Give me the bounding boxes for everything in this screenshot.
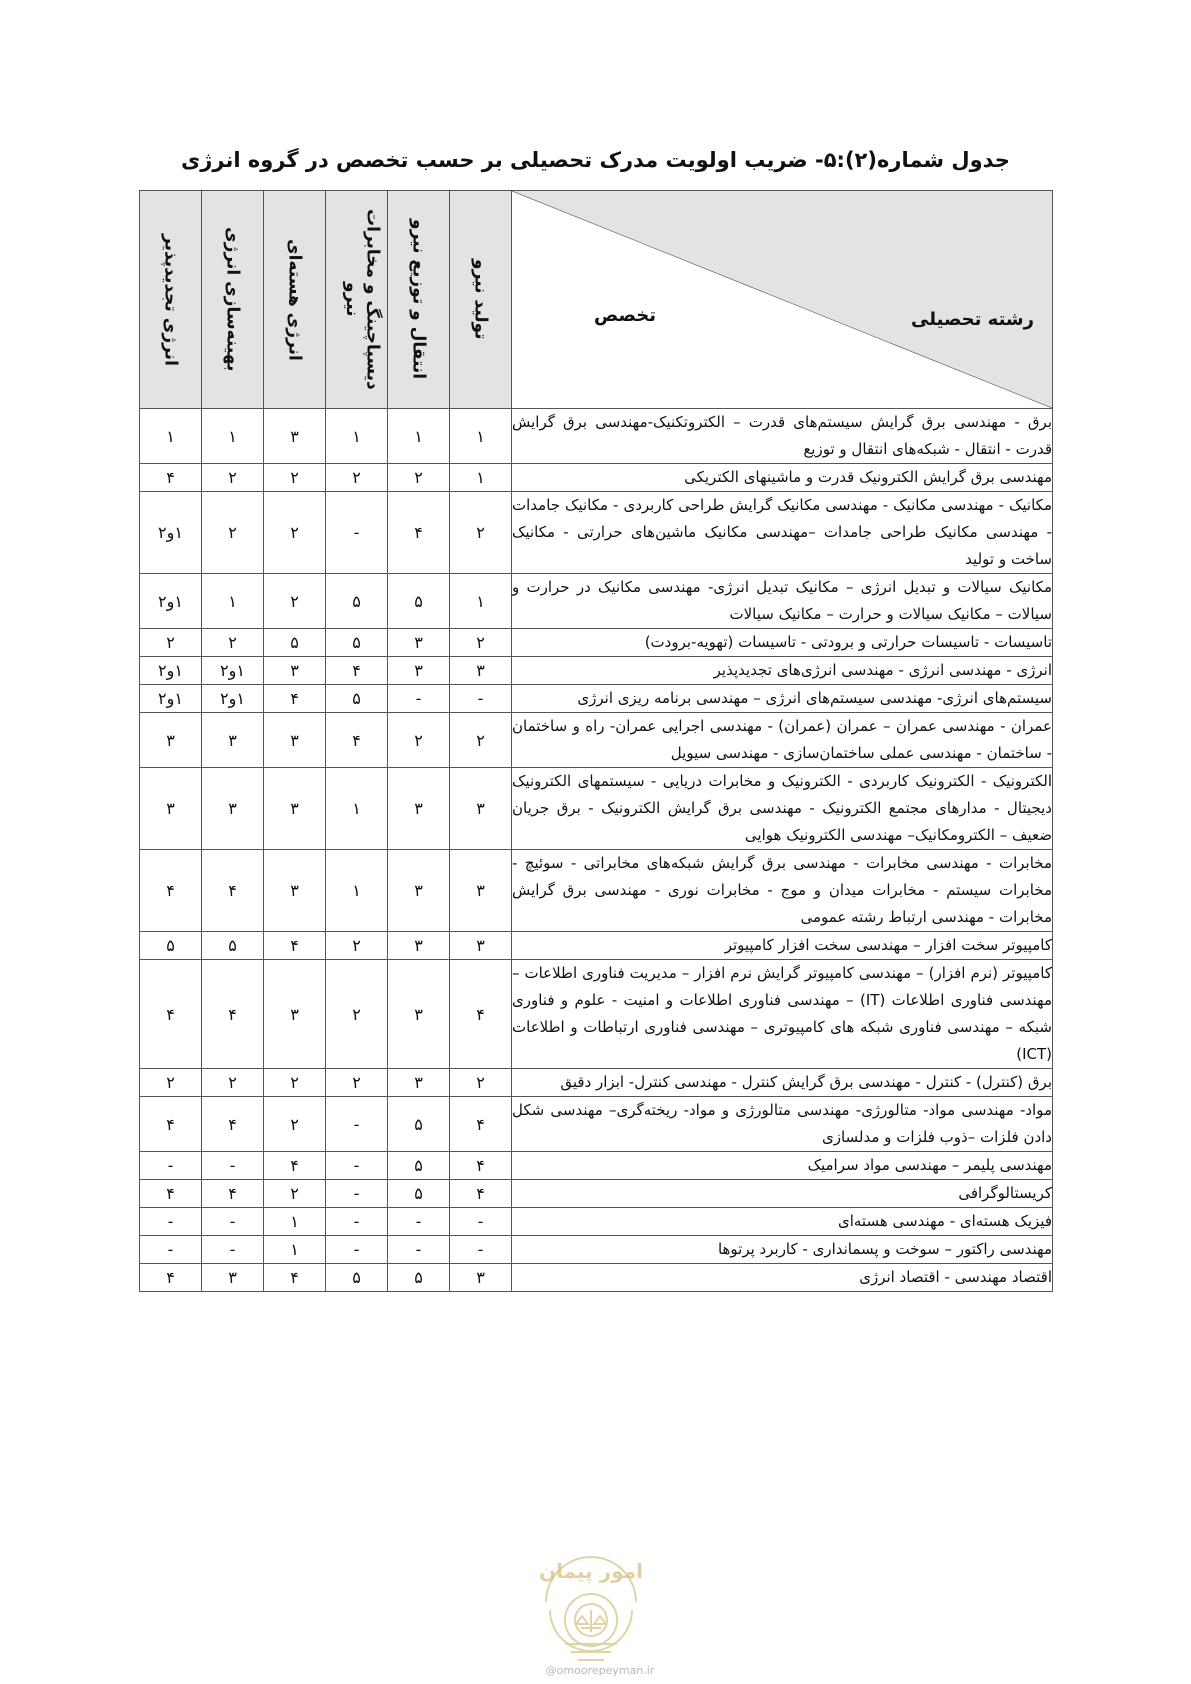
priority-value-cell: ۲ xyxy=(264,464,326,492)
priority-value-cell: - xyxy=(388,1236,450,1264)
priority-value-cell: ۴ xyxy=(450,960,512,1069)
priority-value-cell: ۲ xyxy=(202,629,264,657)
priority-value-cell: ۱ xyxy=(264,1236,326,1264)
priority-value-cell: ۴ xyxy=(264,932,326,960)
priority-value-cell: - xyxy=(326,1208,388,1236)
priority-value-cell: ۲ xyxy=(326,464,388,492)
priority-value-cell: ۴ xyxy=(140,850,202,932)
table-row xyxy=(140,1236,1053,1264)
priority-value-cell: ۴ xyxy=(140,1180,202,1208)
priority-value-cell: ۳ xyxy=(450,657,512,685)
priority-value-cell: ۲ xyxy=(450,492,512,574)
priority-value-cell: ۴ xyxy=(450,1152,512,1180)
priority-value-cell: - xyxy=(388,1208,450,1236)
priority-value-cell: ۴ xyxy=(326,657,388,685)
field-of-study-cell: مهندسی راکتور – سوخت و پسمانداری - کاربرد پرتوها xyxy=(512,1236,1053,1264)
priority-value-cell: ۲ xyxy=(326,932,388,960)
table-row xyxy=(140,1180,1053,1208)
priority-value-cell: ۵ xyxy=(388,1152,450,1180)
field-of-study-cell: تاسیسات - تاسیسات حرارتی و برودتی - تاسیسات (تهویه-برودت) xyxy=(512,629,1053,657)
table-row xyxy=(140,574,1053,629)
priority-value-cell: ۴ xyxy=(326,713,388,768)
field-of-study-cell: الکترونیک - الکترونیک کاربردی - الکترونیک و مخابرات دریایی - سیستمهای الکترونیک دیجیتال - مدارهای مجتمع الکترونیک - مهندسی برق گرایش الکترونیک - برق جریان ضعیف – الکترومکانیک– مهندسی الکترونیک هوایی xyxy=(512,768,1053,850)
field-of-study-cell: مکانیک - مهندسی مکانیک - مهندسی مکانیک گرایش طراحی کاربردی - مکانیک جامدات - مهندسی مکانیک طراحی جامدات –مهندسی مکانیک ماشین‌های حرارتی - مکانیک ساخت و تولید xyxy=(512,492,1053,574)
priority-value-cell: ۱ xyxy=(326,768,388,850)
column-header-label: انرژی هسته‌ای xyxy=(284,238,305,361)
priority-value-cell: ۳ xyxy=(388,932,450,960)
priority-value-cell: ۳ xyxy=(264,960,326,1069)
priority-value-cell: ۵ xyxy=(326,1264,388,1292)
priority-value-cell: ۴ xyxy=(264,1152,326,1180)
priority-value-cell: ۵ xyxy=(388,1180,450,1208)
priority-value-cell: ۳ xyxy=(264,409,326,464)
field-of-study-cell: اقتصاد مهندسی - اقتصاد انرژی xyxy=(512,1264,1053,1292)
priority-value-cell: ۳ xyxy=(388,657,450,685)
column-header-label: بهینه‌سازی انرژی xyxy=(222,227,243,372)
field-of-study-cell: سیستم‌های انرژی- مهندسی سیستم‌های انرژی – مهندسی برنامه ریزی انرژی xyxy=(512,685,1053,713)
priority-value-cell: - xyxy=(450,1236,512,1264)
table-row xyxy=(140,960,1053,1069)
priority-value-cell: ۴ xyxy=(140,1264,202,1292)
priority-value-cell: ۵ xyxy=(388,1264,450,1292)
priority-value-cell: ۱ xyxy=(140,409,202,464)
priority-value-cell: ۱ xyxy=(202,409,264,464)
priority-value-cell: ۳ xyxy=(388,629,450,657)
table-row xyxy=(140,932,1053,960)
field-of-study-cell: کامپیوتر (نرم افزار) – مهندسی کامپیوتر گرایش نرم افزار – مدیریت فناوری اطلاعات – مهندسی فناوری اطلاعات (IT) – مهندسی فناوری اطلاعات و امنیت - علوم و فناوری شبکه – مهندسی فناوری شبکه های کامپیوتری – مهندسی فناوری ارتباطات و اطلاعات (ICT) xyxy=(512,960,1053,1069)
priority-value-cell: - xyxy=(326,1180,388,1208)
priority-value-cell: ۱ xyxy=(326,850,388,932)
column-header-label: انتقال و توزیع نیرو xyxy=(408,219,429,380)
field-of-study-cell: برق - مهندسی برق گرایش سیستم‌های قدرت – الکتروتکنیک-مهندسی برق گرایش قدرت - انتقال - شبکه‌های انتقال و توزیع xyxy=(512,409,1053,464)
field-of-study-cell: مواد- مهندسی مواد- متالورژی- مهندسی متالورژی و مواد- ریخته‌گری– مهندسی شکل دادن فلزات –ذوب فلزات و مدلسازی xyxy=(512,1097,1053,1152)
priority-value-cell: ۲ xyxy=(264,574,326,629)
priority-value-cell: - xyxy=(202,1236,264,1264)
column-header-renewable xyxy=(140,191,202,409)
priority-value-cell: ۱ xyxy=(388,409,450,464)
priority-value-cell: ۵ xyxy=(326,574,388,629)
field-of-study-cell: مکانیک سیالات و تبدیل انرژی – مکانیک تبدیل انرژی- مهندسی مکانیک در حرارت و سیالات – مکانیک سیالات و حرارت – مکانیک سیالات xyxy=(512,574,1053,629)
priority-value-cell: ۳ xyxy=(202,713,264,768)
priority-value-cell: ۳ xyxy=(450,768,512,850)
priority-value-cell: ۴ xyxy=(140,464,202,492)
priority-value-cell: ۴ xyxy=(264,1264,326,1292)
priority-value-cell: ۳ xyxy=(388,768,450,850)
priority-value-cell: ۳ xyxy=(388,1069,450,1097)
priority-value-cell: ۳ xyxy=(202,768,264,850)
priority-value-cell: ۲ xyxy=(450,713,512,768)
priority-value-cell: ۴ xyxy=(264,685,326,713)
table-row xyxy=(140,713,1053,768)
table-row xyxy=(140,685,1053,713)
priority-value-cell: ۱ xyxy=(450,464,512,492)
priority-value-cell: ۴ xyxy=(202,960,264,1069)
specialty-priority-table xyxy=(139,190,1053,1292)
logo-watermark xyxy=(526,1540,656,1670)
priority-value-cell: - xyxy=(202,1152,264,1180)
priority-value-cell: ۳ xyxy=(140,768,202,850)
field-of-study-cell: عمران - مهندسی عمران – عمران (عمران) - مهندسی اجرایی عمران- راه و ساختمان - ساختمان - مهندسی عملی ساختمان‌سازی - مهندسی سیویل xyxy=(512,713,1053,768)
priority-value-cell: - xyxy=(450,1208,512,1236)
table-row xyxy=(140,492,1053,574)
priority-value-cell: - xyxy=(326,1097,388,1152)
priority-value-cell: ۱و۲ xyxy=(202,685,264,713)
priority-value-cell: ۳ xyxy=(264,657,326,685)
priority-value-cell: ۳ xyxy=(450,850,512,932)
priority-value-cell: ۳ xyxy=(388,960,450,1069)
priority-value-cell: - xyxy=(450,685,512,713)
table-row xyxy=(140,850,1053,932)
priority-value-cell: ۴ xyxy=(450,1097,512,1152)
priority-value-cell: ۱و۲ xyxy=(140,685,202,713)
table-row xyxy=(140,768,1053,850)
table-header-row xyxy=(140,191,1053,409)
priority-value-cell: - xyxy=(140,1152,202,1180)
field-of-study-label: رشته تحصیلی xyxy=(911,309,1034,330)
priority-value-cell: - xyxy=(140,1208,202,1236)
table-row xyxy=(140,1069,1053,1097)
priority-value-cell: ۳ xyxy=(450,1264,512,1292)
priority-value-cell: ۱و۲ xyxy=(140,574,202,629)
column-header-label: تولید نیرو xyxy=(470,259,491,340)
priority-value-cell: ۳ xyxy=(264,713,326,768)
table-row xyxy=(140,464,1053,492)
priority-value-cell: ۵ xyxy=(326,685,388,713)
priority-value-cell: ۳ xyxy=(388,850,450,932)
priority-value-cell: ۵ xyxy=(202,932,264,960)
priority-value-cell: ۴ xyxy=(450,1180,512,1208)
field-of-study-cell: مخابرات - مهندسی مخابرات - مهندسی برق گرایش شبکه‌های مخابراتی - سوئیچ - مخابرات سیستم - مخابرات میدان و موج - مخابرات نوری - مهندسی برق گرایش مخابرات - مهندسی ارتباط رشته عمومی xyxy=(512,850,1053,932)
field-of-study-cell: کریستالوگرافی xyxy=(512,1180,1053,1208)
column-header-transmission-distribution xyxy=(388,191,450,409)
priority-value-cell: ۴ xyxy=(140,1097,202,1152)
watermark-site: @omoorepeyman.ir xyxy=(545,1664,655,1677)
priority-value-cell: - xyxy=(326,1152,388,1180)
priority-value-cell: ۵ xyxy=(264,629,326,657)
priority-value-cell: ۲ xyxy=(388,713,450,768)
field-of-study-cell: کامپیوتر سخت افزار – مهندسی سخت افزار کامپیوتر xyxy=(512,932,1053,960)
priority-value-cell: ۴ xyxy=(202,850,264,932)
priority-value-cell: ۱و۲ xyxy=(140,657,202,685)
field-of-study-cell: مهندسی برق گرایش الکترونیک قدرت و ماشینهای الکتریکی xyxy=(512,464,1053,492)
priority-value-cell: ۳ xyxy=(202,1264,264,1292)
priority-value-cell: ۴ xyxy=(388,492,450,574)
priority-value-cell: ۵ xyxy=(140,932,202,960)
column-header-energy-optimization xyxy=(202,191,264,409)
priority-value-cell: - xyxy=(326,1236,388,1264)
column-header-label: انرژی تجدیدپذیر xyxy=(160,233,181,366)
table-row xyxy=(140,1264,1053,1292)
priority-value-cell: ۲ xyxy=(264,1069,326,1097)
priority-value-cell: ۱ xyxy=(326,409,388,464)
table-row xyxy=(140,1097,1053,1152)
priority-value-cell: ۲ xyxy=(202,492,264,574)
priority-value-cell: ۲ xyxy=(202,1069,264,1097)
priority-value-cell: - xyxy=(388,685,450,713)
priority-value-cell: ۵ xyxy=(388,574,450,629)
priority-value-cell: ۴ xyxy=(202,1180,264,1208)
priority-value-cell: ۲ xyxy=(264,1180,326,1208)
priority-value-cell: ۳ xyxy=(450,932,512,960)
priority-value-cell: ۲ xyxy=(326,960,388,1069)
priority-value-cell: ۱ xyxy=(202,574,264,629)
table-row xyxy=(140,657,1053,685)
table-row xyxy=(140,1208,1053,1236)
priority-value-cell: ۲ xyxy=(264,492,326,574)
priority-value-cell: ۱و۲ xyxy=(202,657,264,685)
field-of-study-cell: برق (کنترل) - کنترل - مهندسی برق گرایش کنترل - مهندسی کنترل- ابزار دقیق xyxy=(512,1069,1053,1097)
priority-value-cell: ۲ xyxy=(450,1069,512,1097)
table-row xyxy=(140,409,1053,464)
diagonal-divider xyxy=(512,191,1052,408)
priority-value-cell: ۵ xyxy=(388,1097,450,1152)
column-header-power-generation xyxy=(450,191,512,409)
field-of-study-cell: فیزیک هسته‌ای - مهندسی هسته‌ای xyxy=(512,1208,1053,1236)
priority-value-cell: ۳ xyxy=(140,713,202,768)
priority-value-cell: ۲ xyxy=(450,629,512,657)
priority-value-cell: ۱ xyxy=(450,409,512,464)
priority-value-cell: ۲ xyxy=(388,464,450,492)
table-row xyxy=(140,1152,1053,1180)
specialty-label: تخصص xyxy=(594,305,657,326)
priority-value-cell: ۱و۲ xyxy=(140,492,202,574)
priority-value-cell: - xyxy=(326,492,388,574)
priority-value-cell: ۴ xyxy=(202,1097,264,1152)
priority-value-cell: - xyxy=(202,1208,264,1236)
svg-text:امور پیمان: امور پیمان xyxy=(539,1559,643,1583)
priority-value-cell: ۲ xyxy=(140,1069,202,1097)
priority-value-cell: ۵ xyxy=(326,629,388,657)
priority-value-cell: ۲ xyxy=(202,464,264,492)
priority-value-cell: ۳ xyxy=(264,850,326,932)
column-header-nuclear xyxy=(264,191,326,409)
column-header-dispatching xyxy=(326,191,388,409)
priority-value-cell: ۲ xyxy=(326,1069,388,1097)
priority-value-cell: ۱ xyxy=(450,574,512,629)
field-of-study-cell: انرژی - مهندسی انرژی - مهندسی انرژی‌های تجدیدپذیر xyxy=(512,657,1053,685)
priority-value-cell: - xyxy=(140,1236,202,1264)
table-title: جدول شماره(۲):۵- ضریب اولویت مدرک تحصیلی بر حسب تخصص در گروه انرژی xyxy=(181,148,1010,172)
field-of-study-cell: مهندسی پلیمر – مهندسی مواد سرامیک xyxy=(512,1152,1053,1180)
priority-value-cell: ۴ xyxy=(140,960,202,1069)
column-header-label: دیسپاچینگ و مخابرات نیرو xyxy=(342,209,383,390)
diagonal-header-cell xyxy=(512,191,1053,409)
priority-value-cell: ۲ xyxy=(140,629,202,657)
priority-value-cell: ۳ xyxy=(264,768,326,850)
table-row xyxy=(140,629,1053,657)
priority-value-cell: ۱ xyxy=(264,1208,326,1236)
priority-value-cell: ۲ xyxy=(264,1097,326,1152)
